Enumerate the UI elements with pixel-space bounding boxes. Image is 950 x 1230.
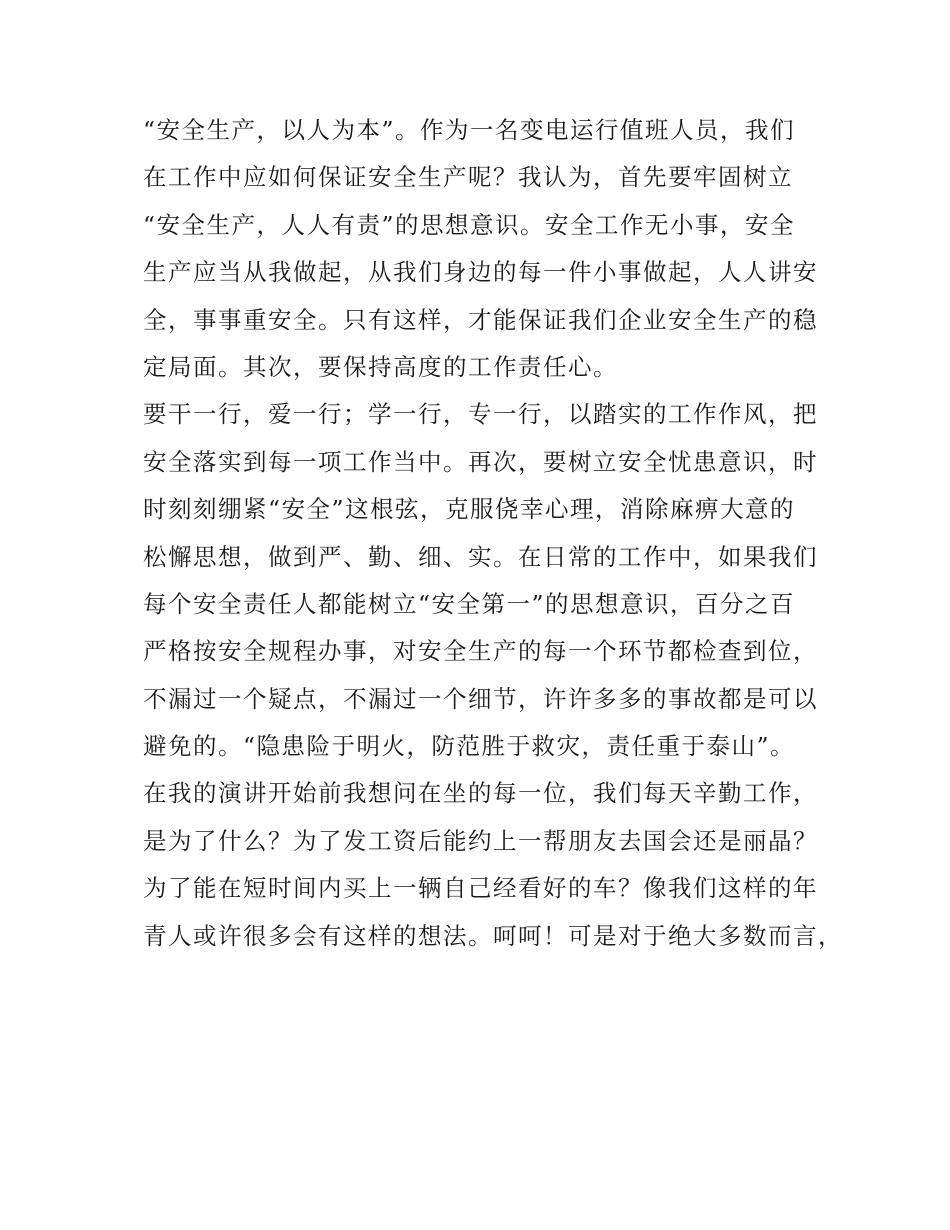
text-line: 生产应当从我做起，从我们身边的每一件小事做起，人人讲安 <box>143 258 818 287</box>
text-line: 时刻刻绷紧“安全”这根弦，克服侥幸心理，消除麻痹大意的 <box>143 495 796 524</box>
text-line: 在我的演讲开始前我想问在坐的每一位，我们每天辛勤工作， <box>143 779 818 808</box>
text-line: 青人或许很多会有这样的想法。呵呵！可是对于绝大多数而言， <box>143 921 843 950</box>
text-line: 为了能在短时间内买上一辆自己经看好的车？像我们这样的年 <box>143 874 818 903</box>
text-line: “安全生产，以人为本”。作为一名变电运行值班人员，我们 <box>143 116 796 144</box>
text-line: “安全生产，人人有责”的思想意识。安全工作无小事，安全 <box>143 210 796 239</box>
text-line: 避免的。“隐患险于明火，防范胜于救灾，责任重于泰山”。 <box>143 732 796 761</box>
text-line: 要干一行，爱一行；学一行，专一行，以踏实的工作作风，把 <box>143 400 818 429</box>
text-line: 每个安全责任人都能树立“安全第一”的思想意识，百分之百 <box>143 589 796 618</box>
text-line: 严格按安全规程办事，对安全生产的每一个环节都检查到位， <box>143 637 818 666</box>
text-line: 定局面。其次，要保持高度的工作责任心。 <box>143 352 618 381</box>
text-line: 在工作中应如何保证安全生产呢？我认为，首先要牢固树立 <box>143 163 793 192</box>
text-line: 不漏过一个疑点，不漏过一个细节，许许多多的事故都是可以 <box>143 684 818 713</box>
body-text <box>143 107 843 960</box>
text-line: 是为了什么？为了发工资后能约上一帮朋友去国会还是丽晶？ <box>143 826 818 855</box>
text-line: 全，事事重安全。只有这样，才能保证我们企业安全生产的稳 <box>143 305 818 334</box>
text-line: 松懈思想，做到严、勤、细、实。在日常的工作中，如果我们 <box>143 542 818 571</box>
text-line: 安全落实到每一项工作当中。再次，要树立安全忧患意识，时 <box>143 447 818 476</box>
